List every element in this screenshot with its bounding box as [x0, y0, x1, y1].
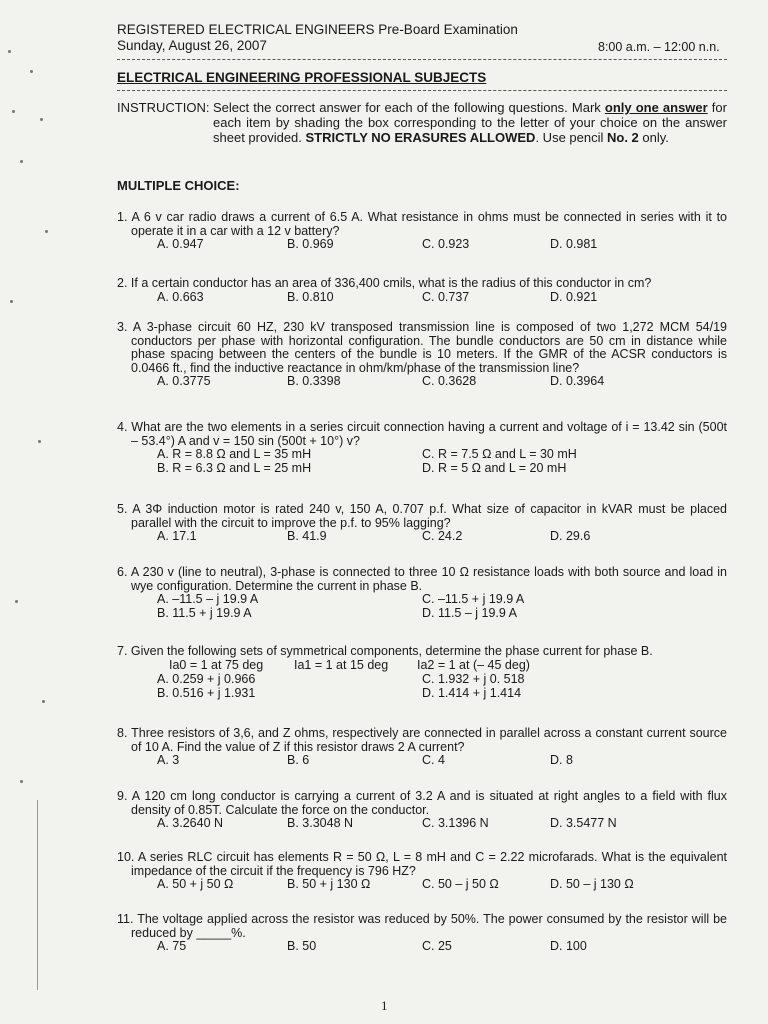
- answer-choices: [157, 607, 727, 621]
- answer-choices: [157, 817, 727, 831]
- choice-a: A. 0.947: [157, 237, 204, 251]
- choice-d: D. 8: [550, 753, 573, 767]
- scan-margin-marks: [0, 0, 60, 1024]
- exam-date: Sunday, August 26, 2007: [117, 38, 267, 53]
- choice-c: C. 50 – j 50 Ω: [422, 877, 499, 891]
- choice-d: D. 0.921: [550, 289, 598, 304]
- answer-choices: [157, 291, 727, 305]
- exam-time: 8:00 a.m. – 12:00 n.n.: [598, 40, 720, 54]
- choice-b: B. 50 + j 130 Ω: [287, 877, 371, 891]
- choice-b: B. 11.5 + j 19.9 A: [157, 606, 252, 620]
- question-10: [117, 851, 727, 892]
- question-stem: 5. A 3Φ induction motor is rated 240 v, 150 A, 0.707 p.f. What size of capacitor in kVAR must be placed parallel with the circuit to improve the p.f. to 95% lagging?: [117, 502, 727, 530]
- choice-c: C. 25: [422, 939, 452, 953]
- instruction-label: INSTRUCTION:: [117, 100, 210, 115]
- answer-choices: [157, 754, 727, 768]
- question-stem: 1. A 6 v car radio draws a current of 6.5 A. What resistance in ohms must be connected in series with it to operate it in a car with a 12 v battery?: [117, 210, 727, 238]
- choice-c: C. 0.737: [422, 289, 470, 304]
- divider: [117, 59, 727, 60]
- answer-choices: [157, 940, 727, 954]
- question-5: [117, 503, 727, 544]
- choice-a: A. 0.663: [157, 289, 204, 304]
- choice-d: D. 11.5 – j 19.9 A: [422, 606, 517, 620]
- question-1: [117, 211, 727, 252]
- choice-a: A. 0.259 + j 0.966: [157, 671, 256, 686]
- component-zero: Ia0 = 1 at 75 deg: [169, 657, 264, 672]
- choice-b: B. 0.810: [287, 289, 334, 304]
- answer-choices: [157, 878, 727, 892]
- answer-choices: [157, 375, 727, 389]
- choice-a: A. 75: [157, 939, 187, 953]
- question-8: [117, 727, 727, 768]
- question-stem: 7. Given the following sets of symmetrical components, determine the phase current for phase B.: [117, 644, 653, 658]
- question-stem: 3. A 3-phase circuit 60 HZ, 230 kV transposed transmission line is composed of two 1,272 MCM 54/19 conductors per phase with horizontal configuration. The bundle conductors are 50 cm in distance while phase spacing between the centers of the bundle is 10 meters. If the GMR of the ACSR conductors is 0.0466 ft., find the inductive reactance in ohm/km/phase of the transmission line?: [117, 320, 727, 375]
- choice-a: A. 17.1: [157, 529, 197, 543]
- page-number: 1: [381, 998, 388, 1013]
- divider: [117, 90, 727, 91]
- choice-a: A. 0.3775: [157, 374, 211, 388]
- instruction-emphasis: No. 2: [607, 130, 639, 145]
- question-9: [117, 790, 727, 831]
- instruction-emphasis: only one answer: [604, 100, 708, 115]
- subject-title: ELECTRICAL ENGINEERING PROFESSIONAL SUBJECTS: [117, 70, 487, 85]
- choice-d: D. 0.3964: [550, 374, 605, 388]
- question-stem: 9. A 120 cm long conductor is carrying a current of 3.2 A and is situated at right angles to a field with flux density of 0.85T. Calculate the force on the conductor.: [117, 789, 727, 817]
- choice-b: B. 3.3048 N: [287, 816, 354, 830]
- choice-b: B. 0.3398: [287, 374, 341, 388]
- choice-c: C. 1.932 + j 0. 518: [422, 671, 525, 686]
- choice-b: B. R = 6.3 Ω and L = 25 mH: [157, 461, 312, 475]
- answer-choices: [157, 530, 727, 544]
- choice-d: D. 1.414 + j 1.414: [422, 685, 522, 700]
- choice-b: B. 41.9: [287, 529, 327, 543]
- choice-d: D. 0.981: [550, 237, 598, 251]
- choice-a: A. 50 + j 50 Ω: [157, 877, 234, 891]
- choice-b: B. 6: [287, 753, 310, 767]
- answer-choices: [157, 448, 727, 462]
- question-3: [117, 321, 727, 389]
- choice-c: C. –11.5 + j 19.9 A: [422, 592, 525, 606]
- answer-choices: [157, 593, 727, 607]
- choice-b: B. 0.516 + j 1.931: [157, 685, 256, 700]
- choice-a: A. R = 8.8 Ω and L = 35 mH: [157, 447, 312, 461]
- exam-title: REGISTERED ELECTRICAL ENGINEERS Pre-Board Examination: [117, 22, 518, 37]
- component-negative: Ia2 = 1 at (– 45 deg): [417, 657, 530, 672]
- question-stem: 8. Three resistors of 3,6, and Z ohms, respectively are connected in parallel across a constant current source of 10 A. Find the value of Z if this resistor draws 2 A current?: [117, 726, 727, 754]
- symmetrical-components: [169, 659, 727, 673]
- choice-a: A. –11.5 – j 19.9 A: [157, 592, 259, 606]
- choice-d: D. R = 5 Ω and L = 20 mH: [422, 461, 567, 475]
- question-11: [117, 913, 727, 954]
- question-7: [117, 645, 727, 701]
- choice-d: D. 29.6: [550, 529, 591, 543]
- question-stem: 2. If a certain conductor has an area of 336,400 cmils, what is the radius of this conductor in cm?: [117, 276, 652, 290]
- question-2: [117, 277, 727, 305]
- choice-d: D. 50 – j 130 Ω: [550, 877, 634, 891]
- answer-choices: [157, 462, 727, 476]
- instruction-emphasis: STRICTLY NO ERASURES ALLOWED: [305, 130, 536, 145]
- choice-c: C. 3.1396 N: [422, 816, 489, 830]
- choice-c: C. 24.2: [422, 529, 463, 543]
- answer-choices: [157, 687, 727, 701]
- choice-d: D. 100: [550, 939, 587, 953]
- section-title: MULTIPLE CHOICE:: [117, 178, 240, 193]
- question-stem: 6. A 230 v (line to neutral), 3-phase is connected to three 10 Ω resistance loads with both source and load in wye configuration. Determine the current in phase B.: [117, 565, 727, 593]
- choice-c: C. R = 7.5 Ω and L = 30 mH: [422, 447, 577, 461]
- component-positive: Ia1 = 1 at 15 deg: [294, 657, 389, 672]
- choice-c: C. 0.3628: [422, 374, 477, 388]
- choice-b: B. 50: [287, 939, 317, 953]
- answer-choices: [157, 673, 727, 687]
- choice-c: C. 0.923: [422, 237, 470, 251]
- choice-c: C. 4: [422, 753, 445, 767]
- instruction-text: Select the correct answer for each of the following questions. Mark only one answer for each item by shading the box corresponding to the letter of your choice on the answer sheet provided. STRICTLY NO ERASURES ALLOWED. Use pencil No. 2 only.: [213, 100, 727, 145]
- choice-b: B. 0.969: [287, 237, 334, 251]
- question-stem: 4. What are the two elements in a series circuit connection having a current and voltage of i = 13.42 sin (500t – 53.4°) A and v = 150 sin (500t + 10°) v?: [117, 420, 727, 448]
- choice-a: A. 3.2640 N: [157, 816, 224, 830]
- answer-choices: [157, 238, 727, 252]
- choice-a: A. 3: [157, 753, 180, 767]
- question-4: [117, 421, 727, 476]
- question-stem: 10. A series RLC circuit has elements R = 50 Ω, L = 8 mH and C = 2.22 microfarads. What is the equivalent impedance of the circuit if the frequency is 796 HZ?: [117, 850, 727, 878]
- choice-d: D. 3.5477 N: [550, 816, 617, 830]
- question-stem: 11. The voltage applied across the resistor was reduced by 50%. The power consumed by the resistor will be reduced by _____%.: [117, 912, 727, 940]
- question-6: [117, 566, 727, 621]
